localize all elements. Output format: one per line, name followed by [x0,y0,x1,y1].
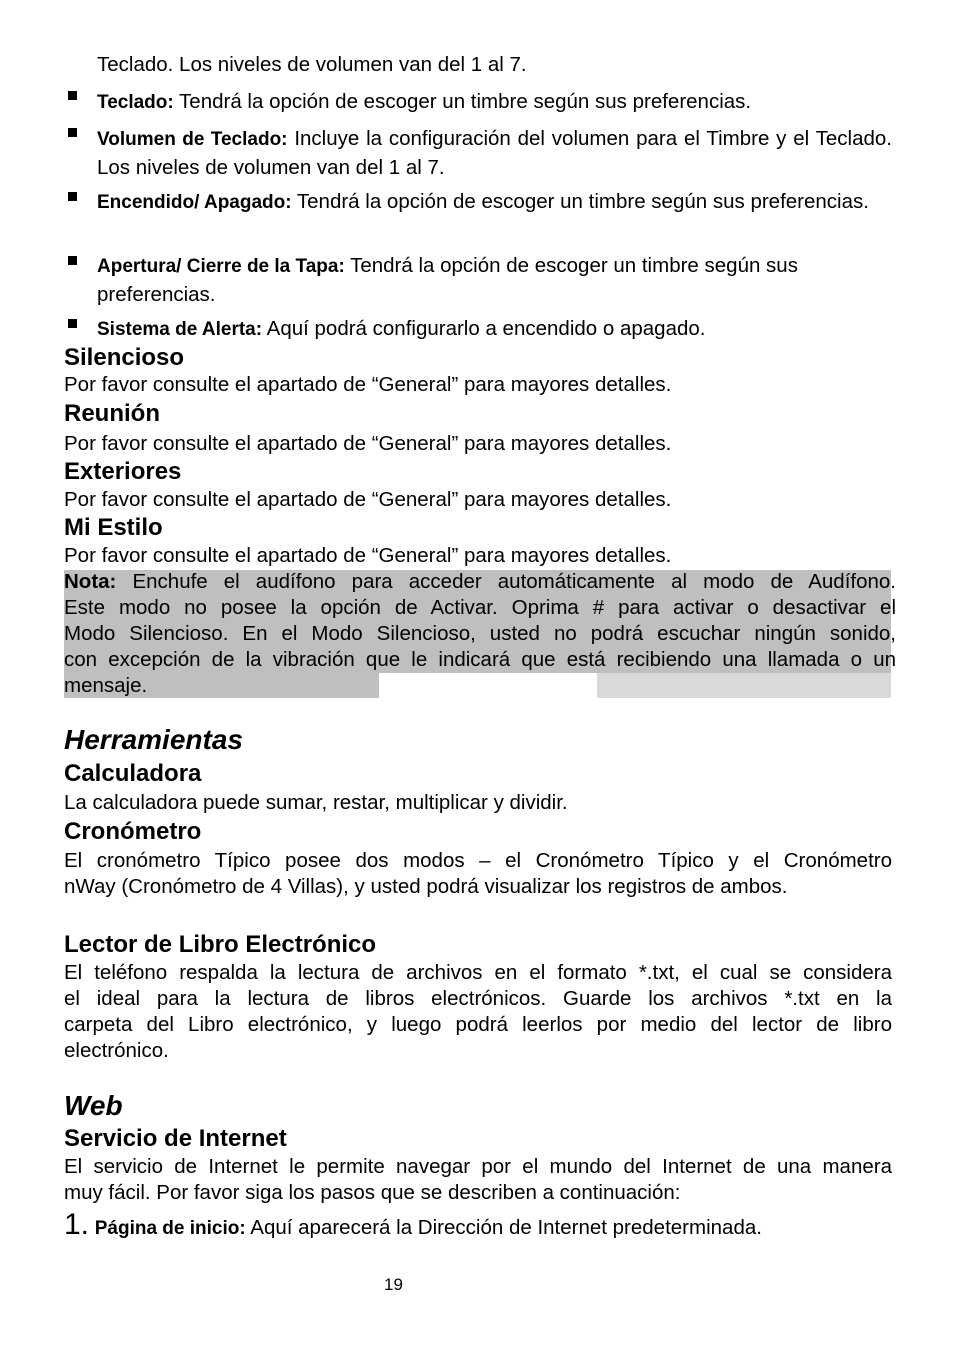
bullet-square-icon [68,319,77,328]
section-body-line: El teléfono respalda la lectura de archivos en el formato *.txt, el cual se considera [64,961,892,984]
chapter-heading-web: Web [64,1090,123,1121]
section-heading-mi-estilo: Mi Estilo [64,514,163,541]
step-text: Aquí aparecerá la Dirección de Internet predeterminada. [245,1216,762,1239]
numbered-step [64,1207,762,1247]
section-body-line: el ideal para la lectura de libros electrónicos. Guarde los archivos *.txt en la [64,987,892,1010]
list-item-text: Tendrá la opción de escoger un timbre según sus preferencias. [173,90,752,113]
section-heading-silencioso: Silencioso [64,344,185,371]
section-body-line: El servicio de Internet le permite navegar por el mundo del Internet de una manera [64,1155,892,1178]
list-item-text: Tendrá la opción de escoger un timbre según sus preferencias. [97,254,798,306]
section-body: Por favor consulte el apartado de “General” para mayores detalles. [64,544,672,567]
bullet-square-icon [68,128,77,137]
list-item-text: Incluye la configuración del volumen para el Timbre y el Teclado. Los niveles de volumen van del 1 al 7. [97,127,893,179]
continuation-text: Teclado. Los niveles de volumen van del 1 al 7. [97,53,527,76]
note-line: mensaje. [64,674,148,697]
list-item-label: Teclado: [97,92,174,113]
section-heading-exteriores: Exteriores [64,458,182,485]
bullet-square-icon [68,91,77,100]
note-block [64,569,896,699]
list-item-text: Aquí podrá configurarlo a encendido o apagado. [262,317,706,340]
section-body-line: El cronómetro Típico posee dos modos – el Cronómetro Típico y el Cronómetro [64,849,892,872]
note-line: Este modo no posee la opción de Activar. Oprima # para activar o desactivar el [64,596,896,619]
section-body: La calculadora puede sumar, restar, multiplicar y dividir. [64,791,568,814]
note-label: Nota: [64,570,117,593]
step-label: Página de inicio: [94,1218,246,1239]
list-item-label: Sistema de Alerta: [97,319,263,340]
section-body-line: nWay (Cronómetro de 4 Villas), y usted podrá visualizar los registros de ambos. [64,875,788,898]
page-number: 19 [384,1275,403,1294]
section-heading-lector: Lector de Libro Electrónico [64,931,377,958]
list-item-label: Apertura/ Cierre de la Tapa: [97,256,345,277]
section-heading-calculadora: Calculadora [64,760,202,787]
chapter-heading-herramientas: Herramientas [64,724,243,755]
note-line: Modo Silencioso. En el Modo Silencioso, usted no podrá escuchar ningún sonido, [64,622,896,645]
list-item [97,252,892,308]
section-heading-cronometro: Cronómetro [64,818,202,845]
section-heading-reunion: Reunión [64,400,160,427]
list-item [97,315,892,344]
note-line: Nota: Enchufe el audífono para acceder automáticamente al modo de Audífono. [64,570,896,593]
section-body-line: muy fácil. Por favor siga los pasos que se describen a continuación: [64,1181,681,1204]
list-item-label: Encendido/ Apagado: [97,192,292,213]
note-line: con excepción de la vibración que le indicará que está recibiendo una llamada o un [64,648,896,671]
list-item [97,188,892,217]
section-heading-servicio-internet: Servicio de Internet [64,1125,287,1152]
step-number: 1. [64,1208,90,1241]
section-body: Por favor consulte el apartado de “General” para mayores detalles. [64,432,672,455]
section-body-line: electrónico. [64,1039,169,1062]
section-body: Por favor consulte el apartado de “General” para mayores detalles. [64,373,672,396]
section-body: Por favor consulte el apartado de “General” para mayores detalles. [64,488,672,511]
list-item-label: Volumen de Teclado: [97,129,288,150]
section-body-line: carpeta del Libro electrónico, y luego podrá leerlos por medio del lector de libro [64,1013,892,1036]
list-item [97,125,892,181]
bullet-square-icon [68,192,77,201]
list-item-text: Tendrá la opción de escoger un timbre según sus preferencias. [291,190,869,213]
list-item [97,88,892,117]
bullet-square-icon [68,256,77,265]
